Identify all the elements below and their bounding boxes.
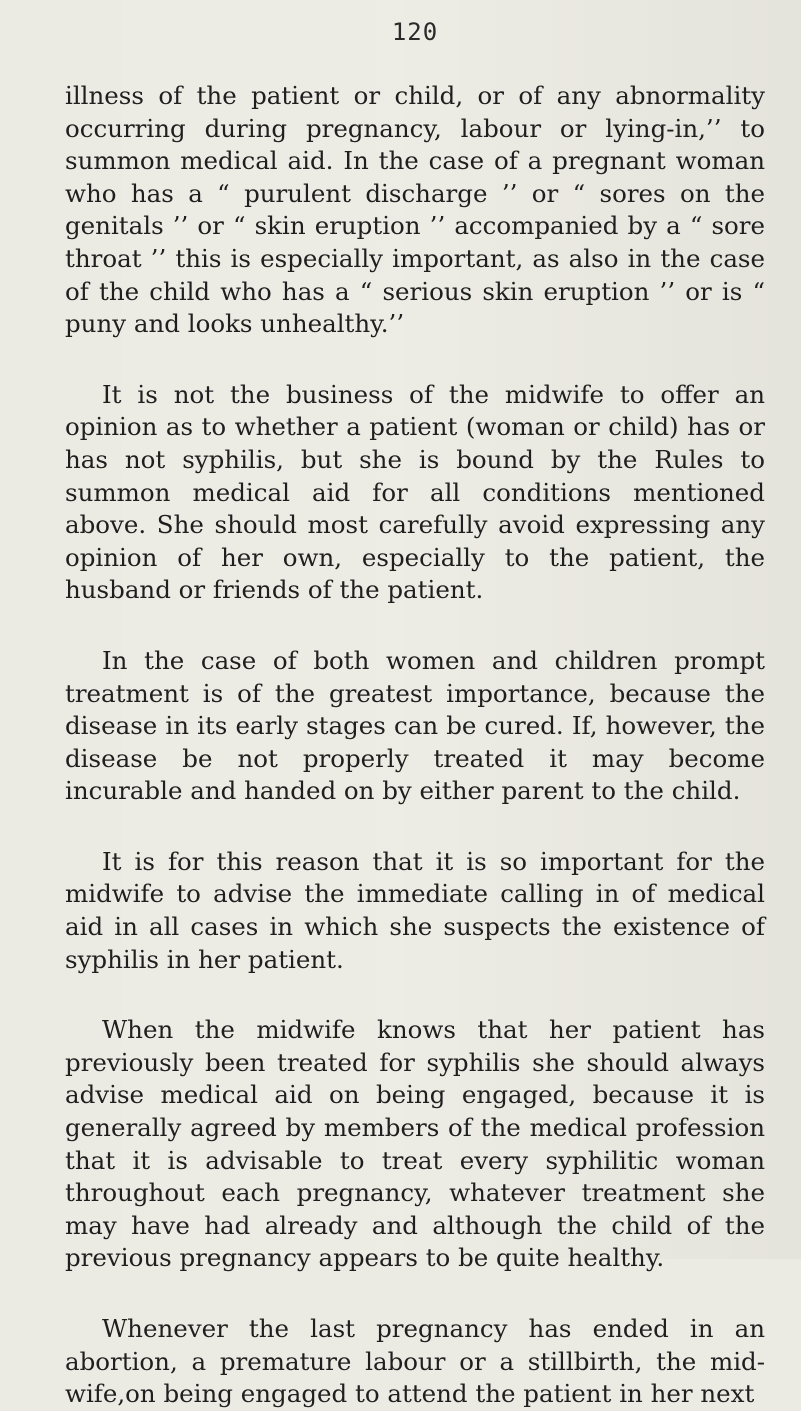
paragraph-1: illness of the patient or child, or of any abnormality occurring during pregnancy, labour or lying-in,’’ to summon medical aid. In the case of a pregnant woman who has a “ purulent discharge ’’ or “ sores on the genitals ’’ or “ skin eruption ’’ accompanied by a “ sore throat ’’ this is especially important, as also in the case of the child who has a “ serious skin eruption ’’ or is “ puny and looks unhealthy.’’	[65, 81, 765, 339]
paragraph-6: Whenever the last pregnancy has ended in an abortion, a premature labour or a stillbirth, the mid-wife,on being engaged to attend the patient in her next	[65, 1314, 765, 1409]
paragraph-2: It is not the business of the midwife to offer an opinion as to whether a patient (woman or child) has or has not syphilis, but she is bound by the Rules to summon medical aid for all conditions mentioned above. She should most carefully avoid expressing any opinion of her own, especially to the patient, the husband or friends of the patient.	[65, 379, 765, 605]
body-text	[65, 80, 765, 1411]
page-number: 120	[391, 18, 439, 46]
paragraph-3: In the case of both women and children prompt treatment is of the greatest importance, because the disease in its early stages can be cured. If, however, the disease be not properly treated it may become incurable and handed on by either parent to the child.	[65, 645, 765, 806]
paragraph-5: When the midwife knows that her patient has previously been treated for syphilis she should always advise medical aid on being engaged, because it is generally agreed by members of the medical profession that it is advisable to treat every syphilitic woman throughout each pregnancy, whatever treatment she may have had already and although the child of the previous pregnancy appears to be quite healthy.	[65, 1015, 765, 1273]
paragraph-4: It is for this reason that it is so important for the midwife to advise the immediate calling in of medical aid in all cases in which she suspects the existence of syphilis in her patient.	[65, 846, 765, 974]
